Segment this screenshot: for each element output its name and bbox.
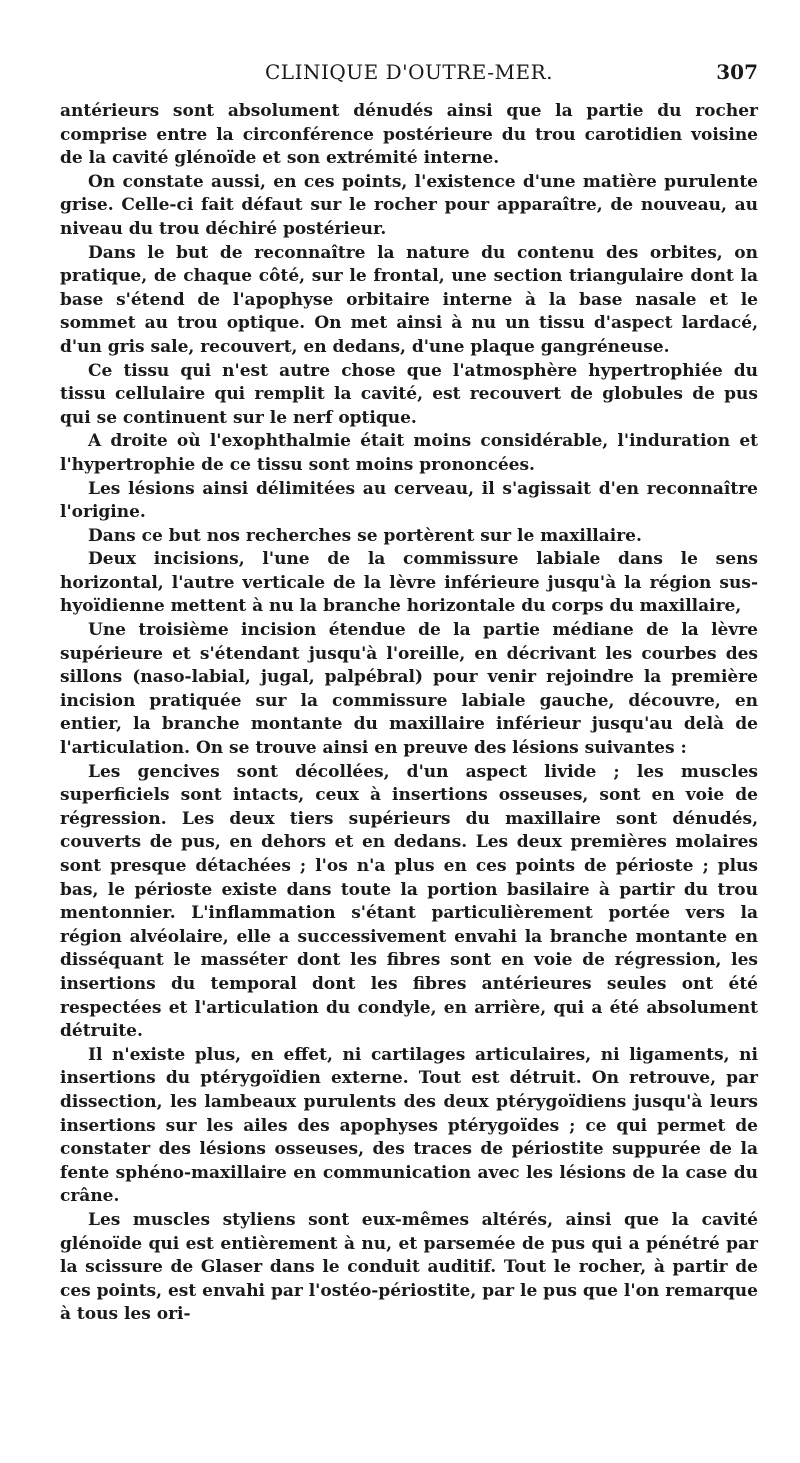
paragraph: antérieurs sont absolument dénudés ainsi que la partie du rocher comprise entre la circonférence postérieure du trou carotidien voisine de la cavité glénoïde et son extrémité interne.	[60, 101, 758, 169]
paragraph: Dans le but de reconnaître la nature du contenu des orbites, on pratique, de chaque côté, sur le frontal, une section triangulaire dont la base s'étend de l'apophyse orbitaire interne à la base nasale et le sommet au trou optique. On met ainsi à nu un tissu d'aspect lardacé, d'un gris sale, recouvert, en dedans, d'une plaque gangréneuse.	[60, 242, 758, 357]
page-number: 307	[716, 60, 758, 84]
paragraph: Ce tissu qui n'est autre chose que l'atmosphère hypertrophiée du tissu cellulaire qui remplit la cavité, est recouvert de globules de pus qui se continuent sur le nerf optique.	[60, 360, 758, 428]
paragraph: On constate aussi, en ces points, l'existence d'une matière purulente grise. Celle-ci fait défaut sur le rocher pour apparaître, de nouveau, au niveau du trou déchiré postérieur.	[60, 171, 758, 239]
page-body	[60, 100, 758, 1327]
paragraph: Les lésions ainsi délimitées au cerveau, il s'agissait d'en reconnaître l'origine.	[60, 478, 758, 523]
paragraph: Dans ce but nos recherches se portèrent sur le maxillaire.	[88, 525, 642, 546]
paragraph: Les gencives sont décollées, d'un aspect livide ; les muscles superficiels sont intacts, ceux à insertions osseuses, sont en voie de régression. Les deux tiers supérieurs du maxillaire sont dénudés, couverts de pus, en dehors et en dedans. Les deux premières molaires sont presque détachées ; l'os n'a plus en ces points de périoste ; plus bas, le périoste existe dans toute la portion basilaire à partir du trou mentonnier. L'inflammation s'étant particulièrement portée vers la région alvéolaire, elle a successivement envahi la branche montante en disséquant le masséter dont les fibres sont en voie de régression, les insertions du temporal dont les fibres antérieures seules ont été respectées et l'articulation du condyle, en arrière, qui a été absolument détruite.	[60, 761, 758, 1042]
paragraph: Les muscles styliens sont eux-mêmes altérés, ainsi que la cavité glénoïde qui est entièrement à nu, et parsemée de pus qui a pénétré par la scissure de Glaser dans le conduit auditif. Tout le rocher, à partir de ces points, est envahi par l'ostéo-périostite, par le pus que l'on remarque à tous les ori-	[60, 1209, 758, 1325]
paragraph: Deux incisions, l'une de la commissure labiale dans le sens horizontal, l'autre verticale de la lèvre inférieure jusqu'à la région sus-hyoïdienne mettent à nu la branche horizontale du corps du maxillaire,	[60, 549, 758, 617]
running-title: CLINIQUE D'OUTRE-MER.	[265, 60, 553, 84]
page-header	[60, 60, 758, 94]
paragraph: Il n'existe plus, en effet, ni cartilages articulaires, ni ligaments, ni insertions du ptérygoïdien externe. Tout est détruit. On retrouve, par dissection, les lambeaux purulents des deux ptérygoïdiens jusqu'à leurs insertions sur les ailes des apophyses ptérygoïdes ; ce qui permet de constater des lésions osseuses, des traces de périostite suppurée de la fente sphéno-maxillaire en communication avec les lésions de la case du crâne.	[60, 1044, 758, 1207]
paragraph: Une troisième incision étendue de la partie médiane de la lèvre supérieure et s'étendant jusqu'à l'oreille, en décrivant les courbes des sillons (naso-labial, jugal, palpébral) pour venir rejoindre la première incision pratiquée sur la commissure labiale gauche, découvre, en entier, la branche montante du maxillaire inférieur jusqu'au delà de l'articulation. On se trouve ainsi en preuve des lésions suivantes :	[60, 620, 758, 759]
paragraph: A droite où l'exophthalmie était moins considérable, l'induration et l'hypertrophie de ce tissu sont moins prononcées.	[60, 431, 758, 475]
